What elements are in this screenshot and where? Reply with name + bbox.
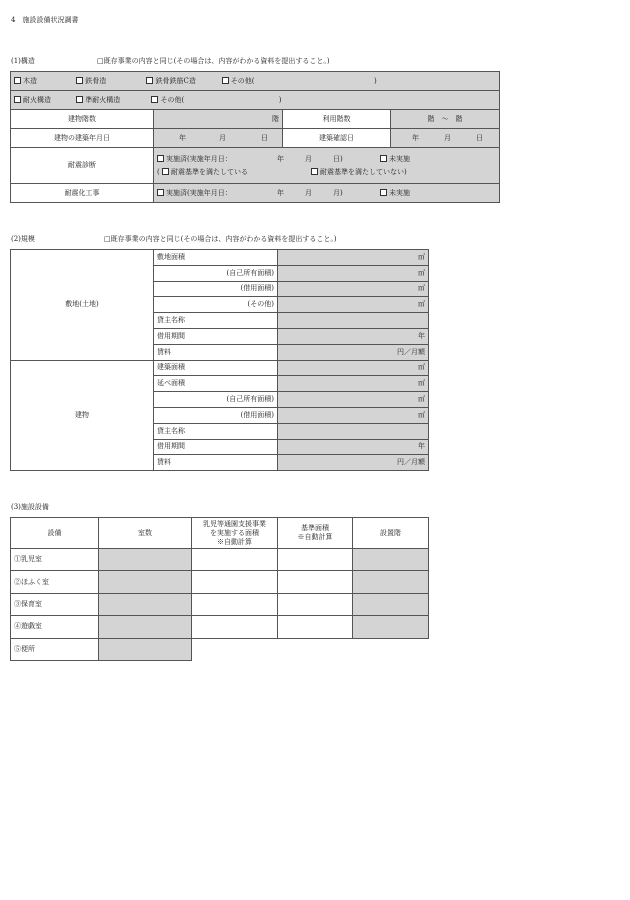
facility-cell[interactable] xyxy=(353,571,429,593)
structure-table xyxy=(10,71,500,203)
floors-label: 建物階数 xyxy=(11,110,154,129)
checkbox[interactable] xyxy=(162,168,169,175)
facility-name: ③保育室 xyxy=(11,593,99,615)
option-fireproof: 耐火構造 xyxy=(23,95,51,104)
checkbox[interactable] xyxy=(157,189,164,196)
facility-cell[interactable] xyxy=(278,571,353,593)
option-src: 鉄骨鉄筋C造 xyxy=(155,76,196,85)
building-row-label: 延べ面積 xyxy=(154,376,278,392)
facility-name: ⑤便所 xyxy=(11,638,99,660)
paren-close: ) xyxy=(373,76,377,85)
facility-name: ①乳児室 xyxy=(11,549,99,571)
built-date-input[interactable]: 年 月 日 xyxy=(154,129,283,148)
facility-cell[interactable] xyxy=(192,549,278,571)
facility-cell[interactable] xyxy=(99,571,192,593)
option-semi-fireproof: 準耐火構造 xyxy=(85,95,121,104)
land-row-input[interactable]: ㎡ xyxy=(278,250,429,266)
facilities-header: 基準面積 ※自動計算 xyxy=(278,518,353,549)
option-wood: 木造 xyxy=(23,76,37,85)
building-row-label: 建築面積 xyxy=(154,360,278,376)
checkbox[interactable] xyxy=(76,96,83,103)
scale-table xyxy=(10,249,429,471)
land-row-label: (自己所有面積) xyxy=(154,265,278,281)
facility-cell[interactable] xyxy=(278,616,353,638)
work-not-done: 未実施 xyxy=(389,188,410,197)
section-structure-heading: (1)構造 xyxy=(11,57,35,65)
facility-cell[interactable] xyxy=(99,638,192,660)
land-row-label: 借用期間 xyxy=(154,328,278,344)
facility-cell[interactable] xyxy=(99,616,192,638)
checkbox[interactable] xyxy=(222,77,229,84)
facility-cell[interactable] xyxy=(353,616,429,638)
facilities-table xyxy=(10,517,429,661)
building-row-label: (自己所有面積) xyxy=(154,392,278,408)
facility-cell[interactable] xyxy=(192,593,278,615)
building-row-label: 賃料 xyxy=(154,455,278,471)
land-row-label: 敷地面積 xyxy=(154,250,278,266)
facilities-header: 乳児等通園支援事業 を実施する面積 ※自動計算 xyxy=(192,518,278,549)
facility-cell[interactable] xyxy=(192,616,278,638)
checkbox[interactable] xyxy=(380,189,387,196)
facility-name: ②ほふく室 xyxy=(11,571,99,593)
diag-not-done: 未実施 xyxy=(389,154,410,163)
fireproof-row xyxy=(11,91,500,110)
facility-cell[interactable] xyxy=(99,549,192,571)
building-row-input[interactable]: ㎡ xyxy=(278,407,429,423)
land-row-label: 賃料 xyxy=(154,344,278,360)
confirm-date-input[interactable]: 年 月 日 xyxy=(391,129,500,148)
option-other: その他( xyxy=(230,76,255,85)
land-row-label: (借用面積) xyxy=(154,281,278,297)
facility-cell[interactable] xyxy=(353,549,429,571)
land-row-input[interactable] xyxy=(278,313,429,329)
use-floors-input[interactable]: 階 ～ 階 xyxy=(391,110,500,129)
land-row-input[interactable]: ㎡ xyxy=(278,265,429,281)
seismic-diagnosis-label: 耐震診断 xyxy=(11,148,154,184)
land-row-input[interactable]: 円／月額 xyxy=(278,344,429,360)
seismic-work-field: 実施済(実施年月日： 年 月 月) 未実施 xyxy=(154,184,500,203)
facilities-header: 設備 xyxy=(11,518,99,549)
checkbox[interactable] xyxy=(14,96,21,103)
checkbox[interactable] xyxy=(151,96,158,103)
land-row-input[interactable]: 年 xyxy=(278,328,429,344)
diag-not-meet: 耐震基準を満たしていない) xyxy=(320,167,407,176)
facilities-header: 設置階 xyxy=(353,518,429,549)
building-row-input[interactable]: ㎡ xyxy=(278,392,429,408)
checkbox[interactable] xyxy=(146,77,153,84)
land-row-label: 貸主名称 xyxy=(154,313,278,329)
seismic-work-label: 耐震化工事 xyxy=(11,184,154,203)
section-facilities-heading: (3)施設設備 xyxy=(11,503,49,511)
structure-type-row xyxy=(11,72,500,91)
checkbox[interactable] xyxy=(14,77,21,84)
facility-name: ④遊戯室 xyxy=(11,616,99,638)
option-other-2: その他( xyxy=(160,95,185,104)
section-structure-note: □既存事業の内容と同じ(その場合は、内容がわかる資料を提出すること。) xyxy=(97,57,330,65)
facility-cell[interactable] xyxy=(278,593,353,615)
checkbox[interactable] xyxy=(311,168,318,175)
building-row-input[interactable]: ㎡ xyxy=(278,376,429,392)
land-row-input[interactable]: ㎡ xyxy=(278,281,429,297)
facility-cell[interactable] xyxy=(99,593,192,615)
confirm-date-label: 建築確認日 xyxy=(283,129,391,148)
facility-cell[interactable] xyxy=(192,571,278,593)
facilities-header: 室数 xyxy=(99,518,192,549)
building-row-label: 貸主名称 xyxy=(154,423,278,439)
option-steel: 鉄骨造 xyxy=(85,76,107,85)
building-row-input[interactable] xyxy=(278,423,429,439)
land-row-input[interactable]: ㎡ xyxy=(278,297,429,313)
use-floors-label: 利用階数 xyxy=(283,110,391,129)
building-group-label: 建物 xyxy=(11,360,154,471)
land-group-label: 敷地(土地) xyxy=(11,250,154,361)
facility-cell[interactable] xyxy=(353,593,429,615)
building-row-input[interactable]: ㎡ xyxy=(278,360,429,376)
land-row-label: (その他) xyxy=(154,297,278,313)
built-date-label: 建物の建築年月日 xyxy=(11,129,154,148)
checkbox[interactable] xyxy=(157,155,164,162)
section-scale-heading: (2)規模 xyxy=(11,235,35,243)
building-row-label: 借用期間 xyxy=(154,439,278,455)
floors-input[interactable]: 階 xyxy=(154,110,283,129)
checkbox[interactable] xyxy=(380,155,387,162)
seismic-diagnosis-field: 実施済(実施年月日： 年 月 日) 未実施 ( 耐震基準を満たしている 耐震基準を満たしていない) xyxy=(154,148,500,184)
section-scale-note: □既存事業の内容と同じ(その場合は、内容がわかる資料を提出すること。) xyxy=(104,235,337,243)
paren-close-2: ) xyxy=(278,95,282,104)
document-title: 4 施設設備状況調書 xyxy=(11,16,79,24)
building-row-input[interactable]: 年 xyxy=(278,439,429,455)
checkbox[interactable] xyxy=(76,77,83,84)
facility-cell[interactable] xyxy=(278,549,353,571)
building-row-input[interactable]: 円／月額 xyxy=(278,455,429,471)
building-row-label: (借用面積) xyxy=(154,407,278,423)
